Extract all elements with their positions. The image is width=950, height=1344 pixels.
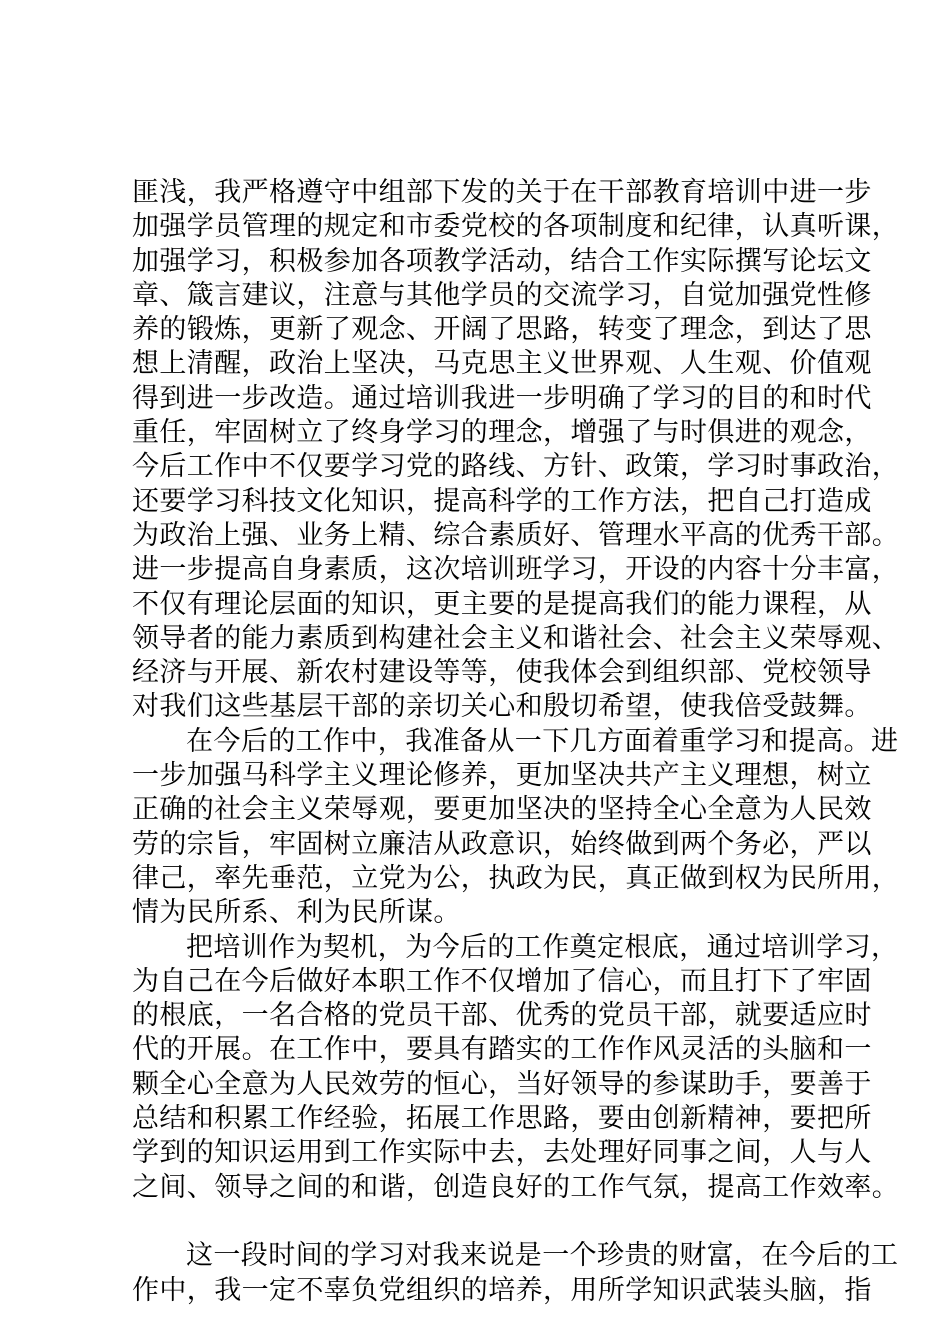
- paragraph-first-line: 把培训作为契机，为今后的工作奠定根底，通过培训学习，: [186, 931, 899, 963]
- text-line: 劳的宗旨，牢固树立廉洁从政意识，始终做到两个务必，严以: [132, 828, 872, 860]
- text-line: 经济与开展、新农村建设等等，使我体会到组织部、党校领导: [132, 657, 872, 689]
- text-line: 得到进一步改造。通过培训我进一步明确了学习的目的和时代: [132, 382, 872, 414]
- text-line: 加强学员管理的规定和市委党校的各项制度和纪律，认真听课，: [132, 211, 900, 243]
- text-line: 之间、领导之间的和谐，创造良好的工作气氛，提高工作效率。: [132, 1171, 900, 1203]
- text-line: 还要学习科技文化知识，提高科学的工作方法，把自己打造成: [132, 485, 872, 517]
- text-line: 不仅有理论层面的知识，更主要的是提高我们的能力课程，从: [132, 588, 872, 620]
- body-text: [132, 176, 900, 1308]
- text-line: 一步加强马科学主义理论修养，更加坚决共产主义理想，树立: [132, 760, 872, 792]
- text-line: 总结和积累工作经验，拓展工作思路，要由创新精神，要把所: [132, 1103, 872, 1135]
- text-line: 代的开展。在工作中，要具有踏实的工作作风灵活的头脑和一: [132, 1034, 872, 1066]
- text-line: 的根底，一名合格的党员干部、优秀的党员干部，就要适应时: [132, 1000, 872, 1032]
- text-line: 领导者的能力素质到构建社会主义和谐社会、社会主义荣辱观、: [132, 622, 900, 654]
- text-line: 作中，我一定不辜负党组织的培养，用所学知识武装头脑，指: [132, 1274, 872, 1306]
- text-line: 为自己在今后做好本职工作不仅增加了信心，而且打下了牢固: [132, 965, 872, 997]
- text-line: 对我们这些基层干部的亲切关心和殷切希望，使我倍受鼓舞。: [132, 691, 872, 723]
- text-line: 加强学习，积极参加各项教学活动，结合工作实际撰写论坛文: [132, 245, 872, 277]
- text-line: 情为民所系、利为民所谋。: [132, 897, 461, 929]
- text-line: 正确的社会主义荣辱观，要更加坚决的坚持全心全意为人民效: [132, 794, 872, 826]
- text-line: 重任，牢固树立了终身学习的理念，增强了与时俱进的观念，: [132, 417, 872, 449]
- text-line: 今后工作中不仅要学习党的路线、方针、政策，学习时事政治，: [132, 451, 900, 483]
- text-line: 匪浅，我严格遵守中组部下发的关于在干部教育培训中进一步: [132, 177, 872, 208]
- text-line: 学到的知识运用到工作实际中去，去处理好同事之间，人与人: [132, 1137, 872, 1169]
- paragraph-first-line: 这一段时间的学习对我来说是一个珍贵的财富，在今后的工: [186, 1240, 899, 1272]
- text-line: 为政治上强、业务上精、综合素质好、管理水平高的优秀干部。: [132, 519, 900, 551]
- text-line: 养的锻炼，更新了观念、开阔了思路，转变了理念，到达了思: [132, 314, 872, 346]
- text-line: 律己，率先垂范，立党为公，执政为民，真正做到权为民所用，: [132, 862, 900, 894]
- text-line: 颗全心全意为人民效劳的恒心，当好领导的参谋助手，要善于: [132, 1068, 872, 1100]
- text-line: 想上清醒，政治上坚决，马克思主义世界观、人生观、价值观: [132, 348, 872, 380]
- text-line: 章、箴言建议，注意与其他学员的交流学习，自觉加强党性修: [132, 279, 872, 311]
- paragraph-first-line: 在今后的工作中，我准备从一下几方面着重学习和提高。进: [186, 725, 899, 757]
- blank-line: [132, 1205, 852, 1239]
- text-line: 进一步提高自身素质，这次培训班学习，开设的内容十分丰富，: [132, 554, 900, 586]
